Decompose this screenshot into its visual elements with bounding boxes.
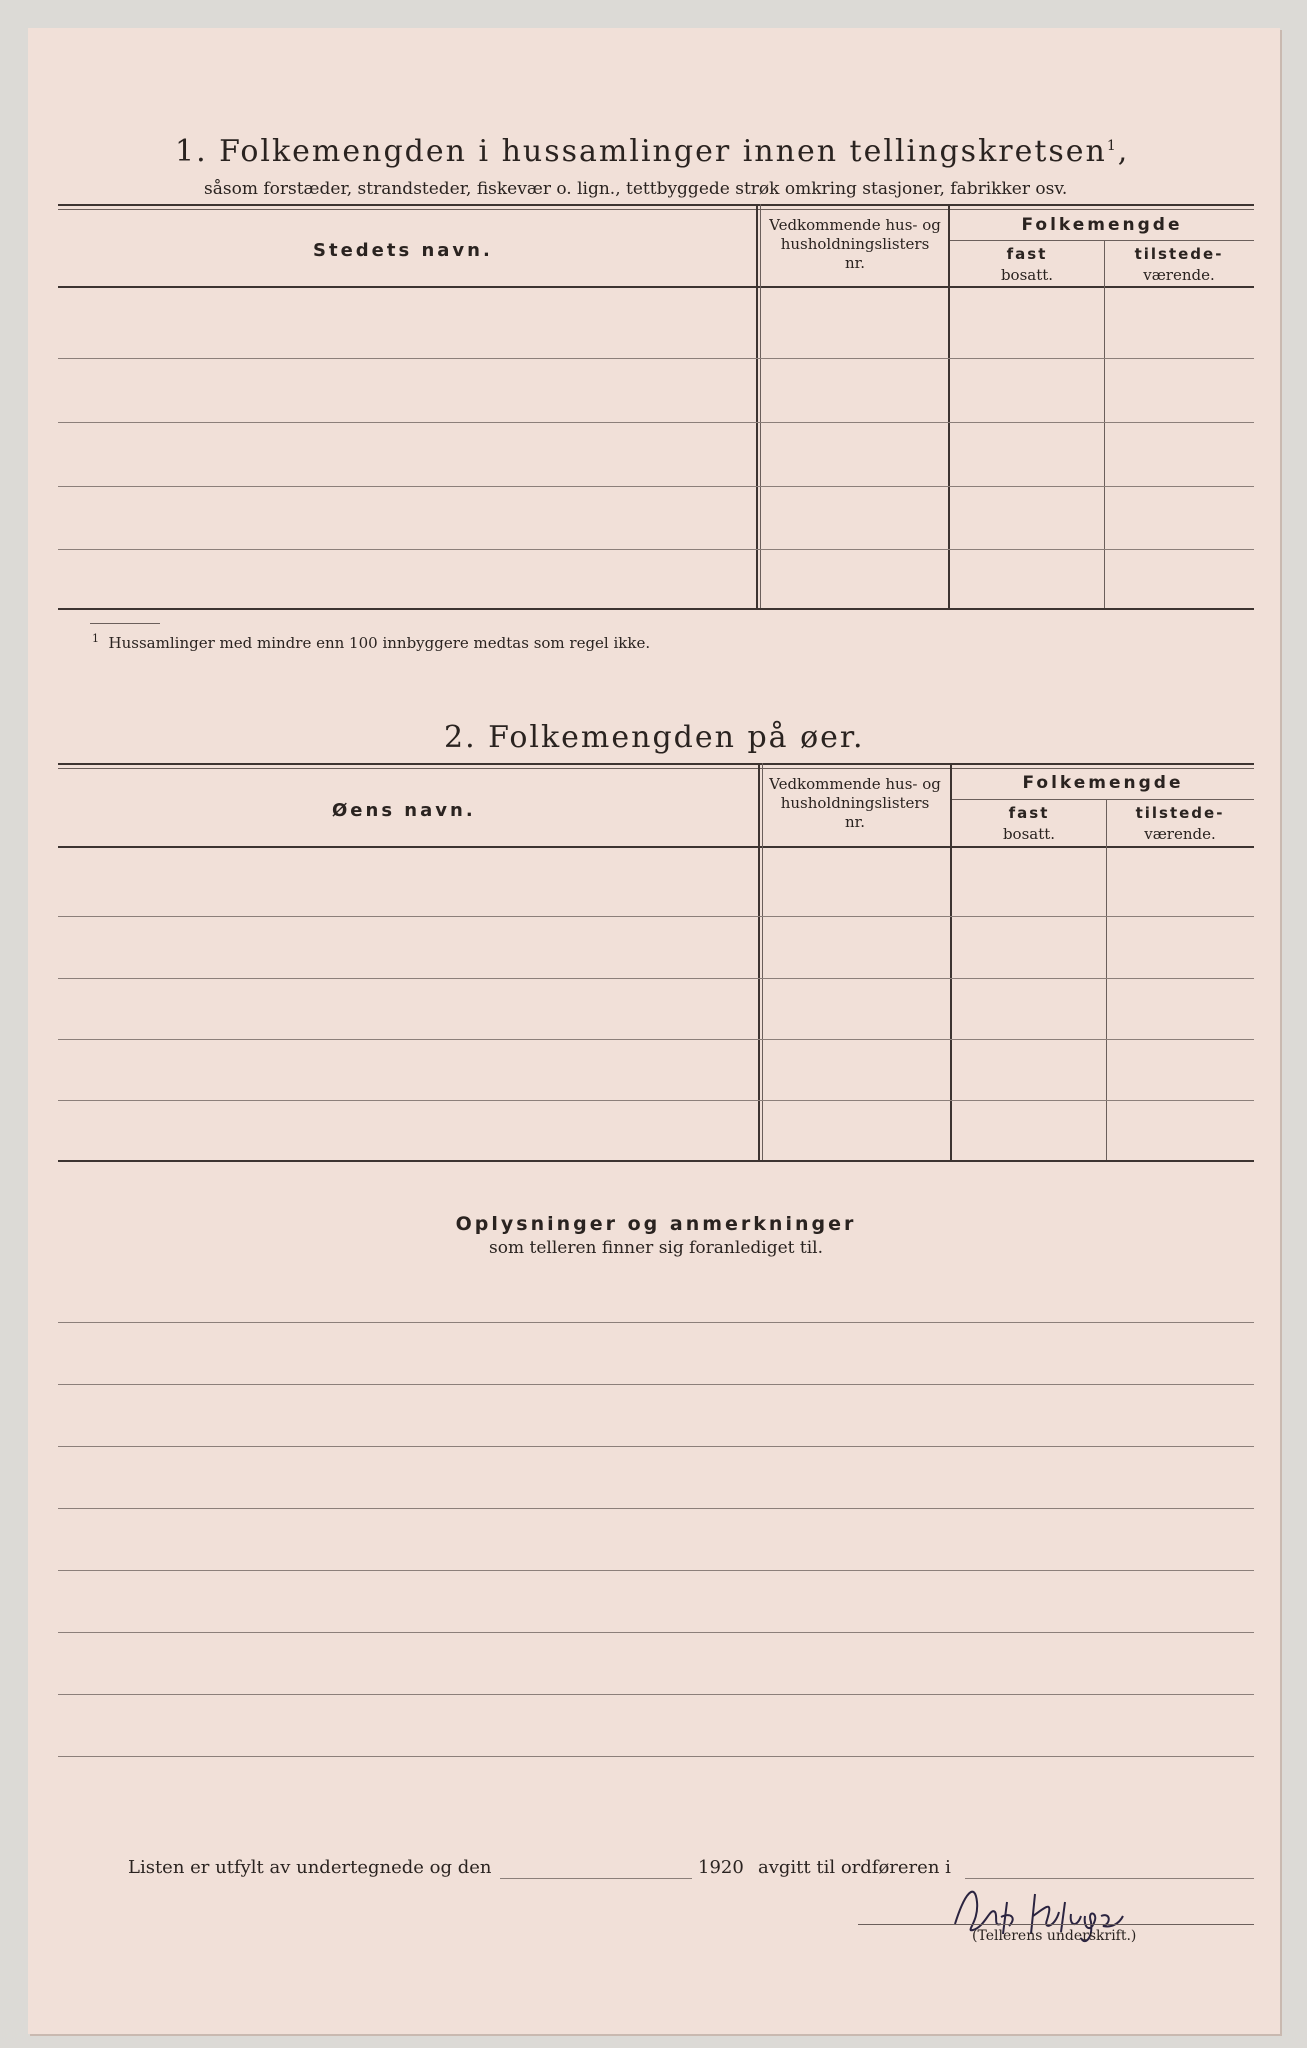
- section1-title-superscript: 1: [1106, 138, 1118, 154]
- section2-row-line: [58, 1100, 1254, 1101]
- remarks-subtitle: som telleren finner sig foranlediget til.: [489, 1238, 823, 1258]
- section2-table-bottom-border: [58, 1160, 1254, 1162]
- section1-subtitle: såsom forstæder, strandsteder, fiskevær o. lign., tettbyggede strøk omkring stasjoner, fabrikker osv.: [204, 179, 1068, 199]
- section2-table-top-border: [58, 763, 1254, 765]
- section2-col-tilstede-header: tilstede-: [1135, 804, 1225, 822]
- section1-col-tilstede-sub: værende.: [1143, 266, 1215, 284]
- section1-col-fast-header: fast: [1006, 245, 1048, 263]
- section2-col-name-header: Øens navn.: [332, 800, 476, 821]
- remarks-line: [58, 1570, 1254, 1571]
- remarks-title: Oplysninger og anmerkninger: [455, 1213, 857, 1235]
- remarks-line: [58, 1446, 1254, 1447]
- remarks-line: [58, 1322, 1254, 1323]
- section1-col-lists-header: Vedkommende hus- og husholdningslisters nr.: [769, 216, 941, 272]
- section1-title: 1. Folkemengden i hussamlinger innen tellingskretsen$^1$,: [175, 134, 1130, 169]
- remarks-line: [58, 1508, 1254, 1509]
- signature-line: [858, 1924, 1254, 1925]
- closing-text-part2: avgitt til ordføreren i: [758, 1857, 951, 1878]
- section1-row-line: [58, 549, 1254, 550]
- remarks-line: [58, 1632, 1254, 1633]
- section2-col-lists-header: Vedkommende hus- og husholdningslisters nr.: [769, 775, 941, 831]
- signature-caption: (Tellerens underskrift.): [972, 1928, 1137, 1944]
- section1-col-tilstede-header: tilstede-: [1134, 245, 1224, 263]
- section1-folk-divider: [950, 240, 1254, 241]
- section2-col-tilstede-sub: værende.: [1144, 825, 1216, 843]
- section2-header-bottom-border: [58, 846, 1254, 848]
- section2-col-divider-2: [950, 763, 952, 1161]
- section1-col-fast-sub: bosatt.: [1000, 266, 1054, 284]
- section1-header-bottom-border: [58, 286, 1254, 288]
- section1-col-divider-3: [1104, 240, 1105, 609]
- section2-col-divider-3: [1106, 799, 1107, 1161]
- section2-row-line: [58, 916, 1254, 917]
- remarks-line: [58, 1384, 1254, 1385]
- section1-footnote: $^1$ Hussamlinger med mindre enn 100 innbyggere medtas som regel ikke.: [92, 632, 651, 652]
- closing-year: 1920: [698, 1857, 744, 1878]
- date-fill-line: [500, 1878, 692, 1879]
- section1-row-line: [58, 358, 1254, 359]
- closing-text-part1: Listen er utfylt av undertegnede og den: [128, 1857, 492, 1878]
- section2-folk-divider: [952, 799, 1254, 800]
- section1-table-bottom-border: [58, 608, 1254, 610]
- section2-col-folkemengde-header: Folkemengde: [1022, 773, 1184, 793]
- section2-col-divider-1: [758, 763, 760, 1161]
- remarks-line: [58, 1694, 1254, 1695]
- section2-col-fast-sub: bosatt.: [1002, 825, 1056, 843]
- section1-table-top-border-inner: [58, 209, 1254, 210]
- section2-row-line: [58, 1039, 1254, 1040]
- section1-col-folkemengde-header: Folkemengde: [1021, 215, 1183, 235]
- remarks-line: [58, 1756, 1254, 1757]
- section1-col-name-header: Stedets navn.: [313, 240, 493, 261]
- section2-col-divider-1b: [762, 763, 763, 1161]
- census-form-page: [28, 28, 1280, 2034]
- section1-row-line: [58, 486, 1254, 487]
- section2-title: 2. Folkemengden på øer.: [444, 720, 865, 755]
- section2-table-top-border-inner: [58, 768, 1254, 769]
- section1-table-top-border: [58, 204, 1254, 206]
- section2-row-line: [58, 978, 1254, 979]
- section2-col-fast-header: fast: [1008, 804, 1050, 822]
- footnote-rule: [90, 623, 160, 624]
- section1-row-line: [58, 422, 1254, 423]
